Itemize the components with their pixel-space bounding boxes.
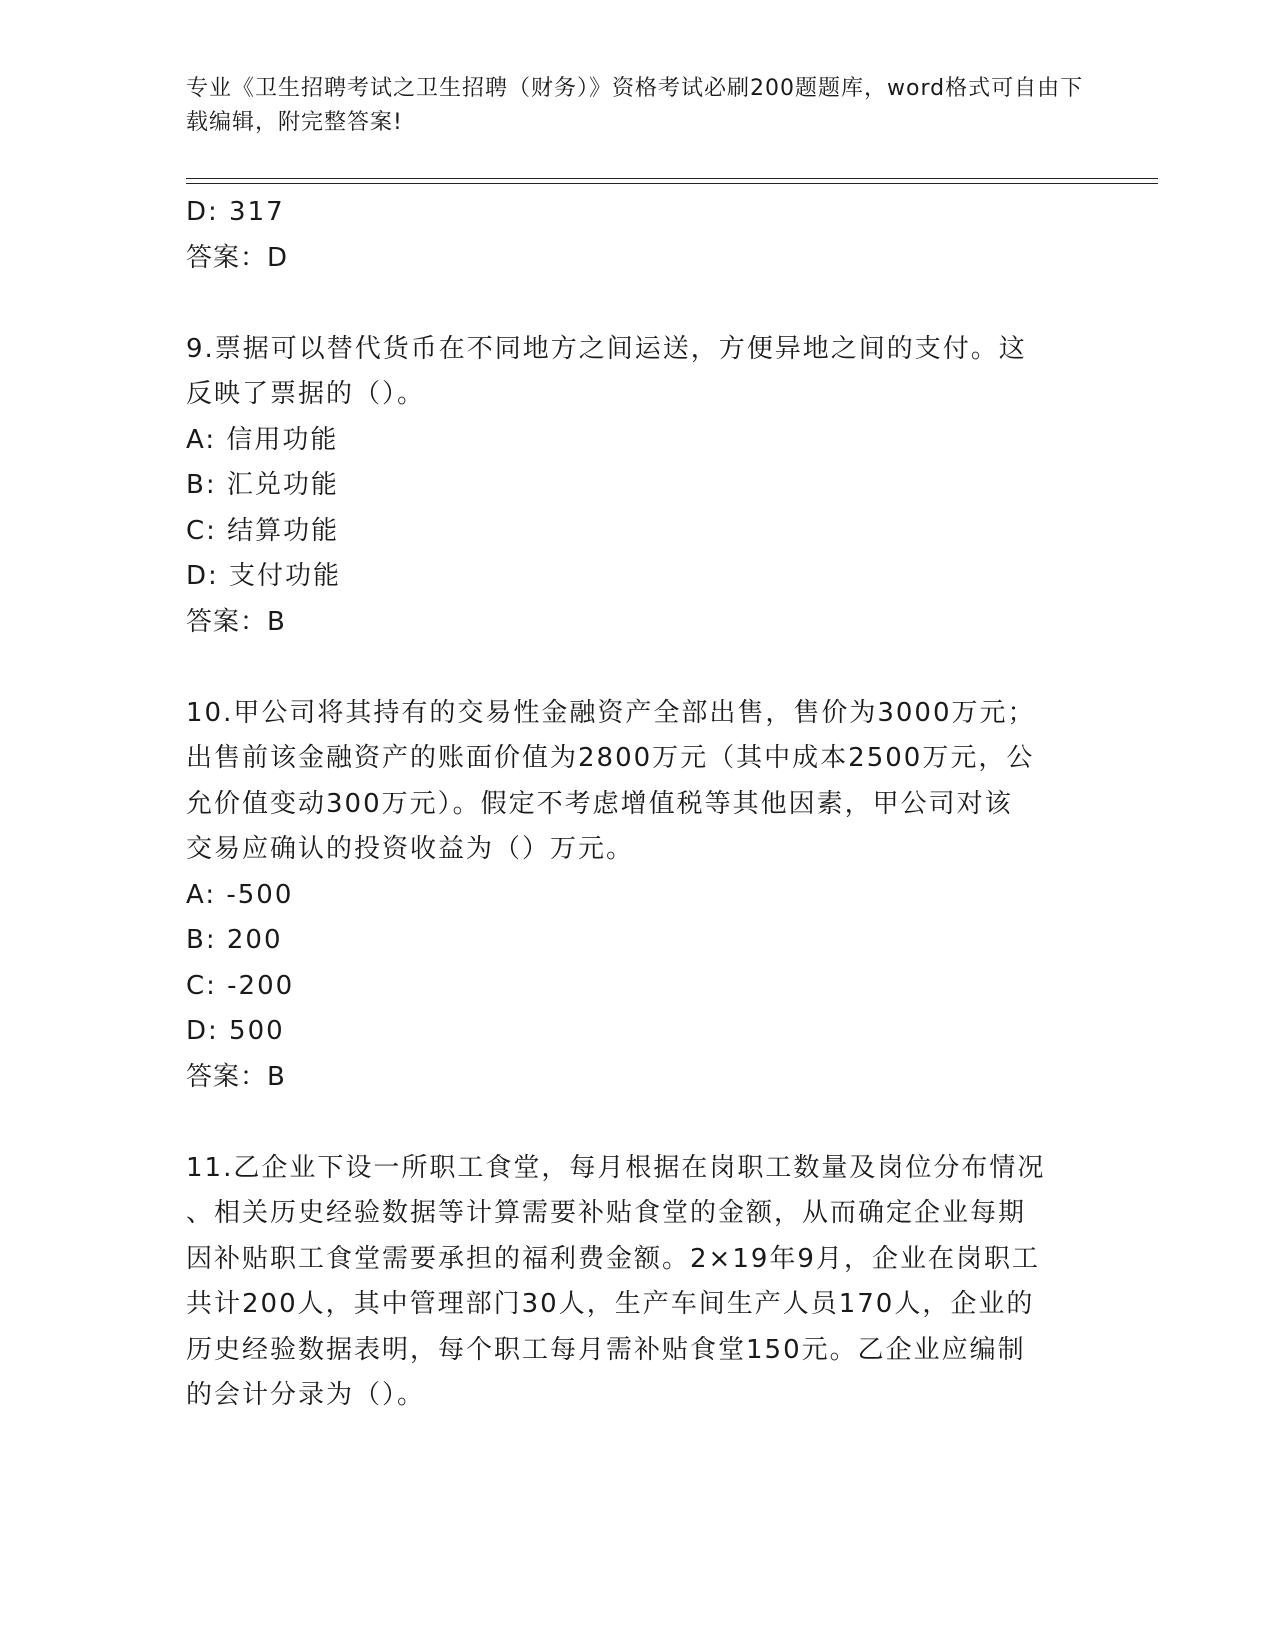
question-11	[186, 1146, 1086, 1419]
answer: 答案：D	[186, 242, 289, 273]
question-10	[186, 691, 1086, 1101]
question-text: 、相关历史经验数据等计算需要补贴食堂的金额，从而确定企业每期	[186, 1198, 1027, 1228]
answer: 答案：B	[186, 606, 286, 637]
prev-question-tail	[186, 190, 1086, 281]
question-9	[186, 327, 1086, 646]
question-text: 交易应确认的投资收益为（）万元。	[186, 834, 635, 864]
question-text: 10.甲公司将其持有的交易性金融资产全部出售，售价为3000万元；	[186, 697, 1036, 728]
header-rule-top	[186, 178, 1158, 179]
question-text: 共计200人，其中管理部门30人，生产车间生产人员170人，企业的	[186, 1289, 1035, 1319]
question-text: 出售前该金融资产的账面价值为2800万元（其中成本2500万元，公	[186, 743, 1035, 773]
option-a: A: -500	[186, 879, 294, 910]
document-body	[186, 190, 1086, 1419]
question-text: 反映了票据的（）。	[186, 379, 426, 409]
spacer	[186, 281, 1086, 327]
question-text: 历史经验数据表明，每个职工每月需补贴食堂150元。乙企业应编制	[186, 1334, 1026, 1365]
spacer	[186, 645, 1086, 691]
option-a: A: 信用功能	[186, 424, 339, 455]
page-header: 专业《卫生招聘考试之卫生招聘（财务）》资格考试必刷200题题库，word格式可自由下载编辑，附完整答案!	[186, 76, 1084, 135]
question-text: 的会计分录为（）。	[186, 1380, 426, 1410]
spacer	[186, 1100, 1086, 1146]
option-b: B: 汇兑功能	[186, 470, 339, 500]
question-text: 因补贴职工食堂需要承担的福利费金额。2×19年9月，企业在岗职工	[186, 1243, 1040, 1274]
option-c: C: 结算功能	[186, 515, 340, 546]
question-text: 11.乙企业下设一所职工食堂，每月根据在岗职工数量及岗位分布情况	[186, 1152, 1046, 1183]
option-d: D: 500	[186, 1016, 285, 1046]
option-b: B: 200	[186, 925, 283, 955]
question-text: 允价值变动300万元）。假定不考虑增值税等其他因素，甲公司对该	[186, 788, 1013, 819]
option-c: C: -200	[186, 970, 295, 1001]
question-text: 9.票据可以替代货币在不同地方之间运送，方便异地之间的支付。这	[186, 333, 1027, 364]
header-rule-bottom	[186, 183, 1158, 184]
answer: 答案：B	[186, 1061, 286, 1092]
option-d: D: 支付功能	[186, 561, 342, 591]
option-d: D: 317	[186, 197, 285, 227]
